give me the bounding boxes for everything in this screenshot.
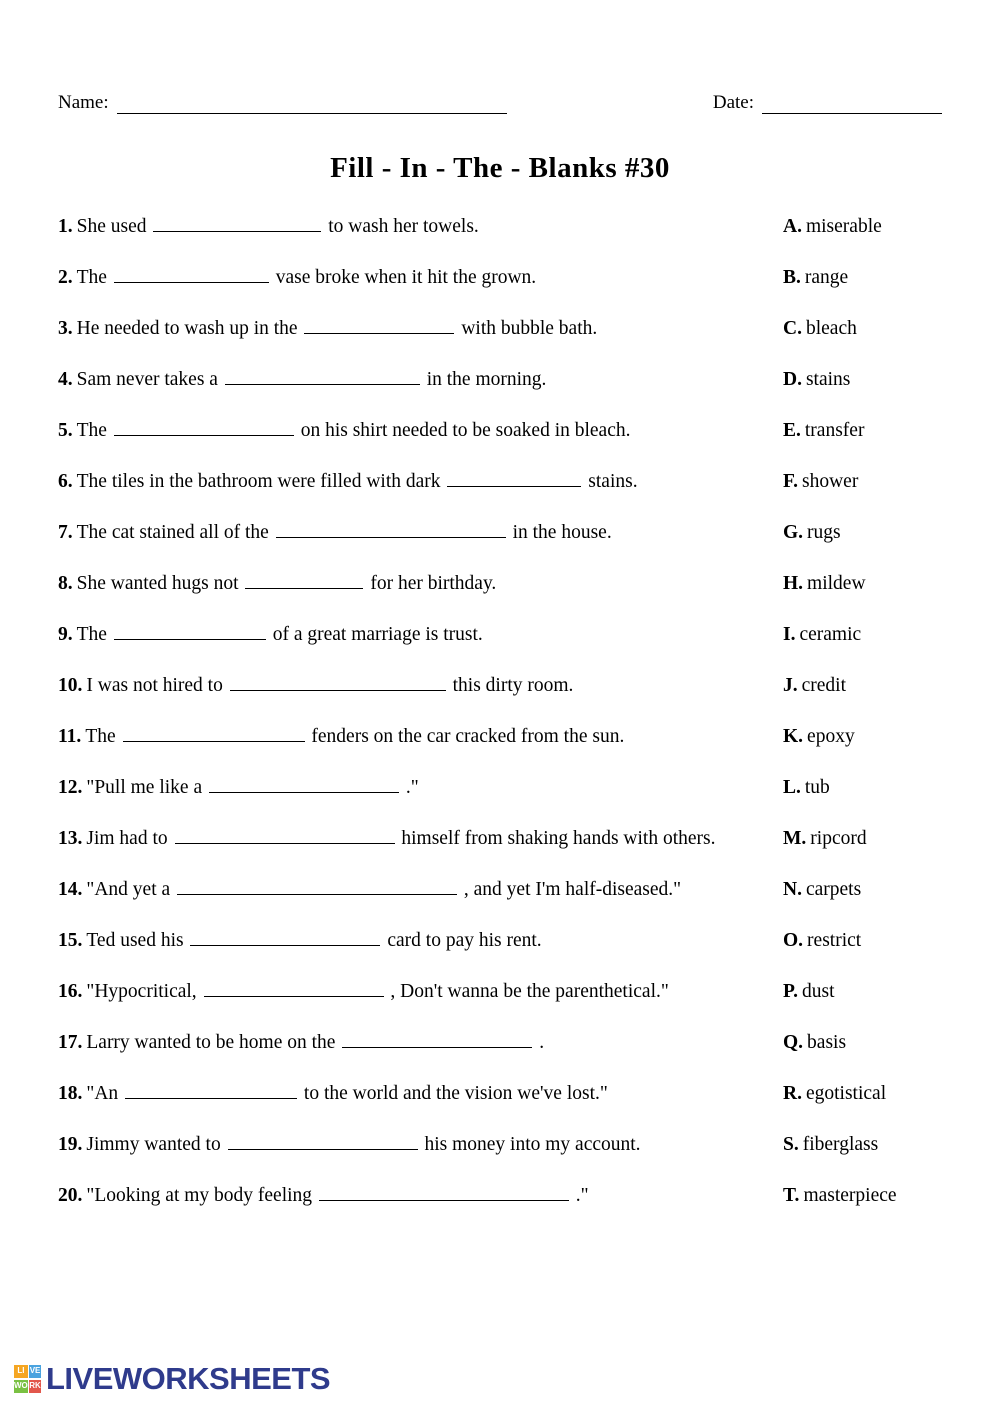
question-suffix: stains. bbox=[588, 471, 638, 492]
worksheet-body bbox=[58, 214, 942, 1234]
answer-word: ceramic bbox=[799, 624, 862, 645]
answer-letter: H. bbox=[783, 573, 804, 594]
logo-tile-4: RK bbox=[29, 1380, 41, 1393]
answer-choice[interactable] bbox=[783, 368, 942, 392]
question-row bbox=[58, 418, 942, 469]
answer-choice[interactable] bbox=[783, 470, 942, 494]
answer-word: restrict bbox=[807, 930, 862, 951]
question-row bbox=[58, 520, 942, 571]
question-prefix: Ted used his bbox=[86, 930, 184, 951]
answer-blank[interactable] bbox=[177, 877, 457, 895]
answer-blank[interactable] bbox=[125, 1081, 297, 1099]
question-number: 17. bbox=[58, 1032, 83, 1053]
question-row bbox=[58, 622, 942, 673]
question-text bbox=[58, 418, 783, 443]
question-text bbox=[58, 1183, 783, 1208]
answer-word: ripcord bbox=[810, 828, 867, 849]
answer-choice[interactable] bbox=[783, 317, 942, 341]
question-number: 10. bbox=[58, 675, 83, 696]
answer-word: rugs bbox=[807, 522, 841, 543]
answer-letter: O. bbox=[783, 930, 804, 951]
liveworksheets-logo bbox=[14, 1361, 330, 1397]
page-title: Fill - In - The - Blanks #30 bbox=[330, 152, 670, 184]
logo-tile-1: LI bbox=[14, 1365, 28, 1378]
question-prefix: Jim had to bbox=[86, 828, 168, 849]
answer-letter: T. bbox=[783, 1185, 800, 1206]
answer-word: mildew bbox=[807, 573, 866, 594]
question-number: 15. bbox=[58, 930, 83, 951]
answer-choice[interactable] bbox=[783, 215, 942, 239]
answer-word: range bbox=[804, 267, 849, 288]
answer-blank[interactable] bbox=[276, 520, 506, 538]
question-number: 12. bbox=[58, 777, 83, 798]
logo-tile-3: WO bbox=[14, 1380, 28, 1393]
question-prefix: The bbox=[76, 420, 107, 441]
answer-choice[interactable] bbox=[783, 980, 942, 1004]
question-suffix: this dirty room. bbox=[452, 675, 574, 696]
question-text bbox=[58, 1081, 783, 1106]
question-number: 2. bbox=[58, 267, 73, 288]
question-prefix: "And yet a bbox=[86, 879, 171, 900]
answer-letter: E. bbox=[783, 420, 801, 441]
logo-text: LIVEWORKSHEETS bbox=[46, 1361, 331, 1396]
question-row bbox=[58, 469, 942, 520]
answer-word: tub bbox=[804, 777, 830, 798]
question-text bbox=[58, 469, 783, 494]
answer-letter: L. bbox=[783, 777, 801, 798]
question-number: 13. bbox=[58, 828, 83, 849]
logo-mark-icon bbox=[14, 1365, 40, 1393]
question-number: 6. bbox=[58, 471, 73, 492]
question-row bbox=[58, 826, 942, 877]
question-number: 20. bbox=[58, 1185, 83, 1206]
question-suffix: , Don't wanna be the parenthetical." bbox=[390, 981, 669, 1002]
answer-letter: M. bbox=[783, 828, 807, 849]
question-prefix: The cat stained all of the bbox=[76, 522, 269, 543]
answer-letter: F. bbox=[783, 471, 798, 492]
question-row bbox=[58, 316, 942, 367]
answer-letter: K. bbox=[783, 726, 804, 747]
answer-word: egotistical bbox=[805, 1083, 887, 1104]
question-number: 14. bbox=[58, 879, 83, 900]
question-row bbox=[58, 1081, 942, 1132]
question-row bbox=[58, 775, 942, 826]
question-number: 5. bbox=[58, 420, 73, 441]
answer-choice[interactable] bbox=[783, 1184, 942, 1208]
answer-letter: A. bbox=[783, 216, 802, 237]
question-text bbox=[58, 571, 783, 596]
question-number: 19. bbox=[58, 1134, 83, 1155]
question-suffix: himself from shaking hands with others. bbox=[401, 828, 716, 849]
answer-letter: G. bbox=[783, 522, 804, 543]
answer-choice[interactable] bbox=[783, 419, 942, 443]
question-suffix: ." bbox=[575, 1185, 589, 1206]
answer-choice[interactable] bbox=[783, 572, 942, 596]
question-suffix: . bbox=[539, 1032, 545, 1053]
question-text bbox=[58, 265, 783, 290]
answer-word: transfer bbox=[804, 420, 865, 441]
question-text bbox=[58, 775, 783, 800]
question-row bbox=[58, 979, 942, 1030]
question-prefix: She used bbox=[76, 216, 147, 237]
question-text bbox=[58, 520, 783, 545]
date-input-line[interactable] bbox=[762, 95, 942, 114]
answer-blank[interactable] bbox=[245, 571, 363, 589]
answer-blank[interactable] bbox=[230, 673, 446, 691]
answer-choice[interactable] bbox=[783, 521, 942, 545]
answer-word: shower bbox=[802, 471, 859, 492]
question-number: 3. bbox=[58, 318, 73, 339]
question-prefix: Larry wanted to be home on the bbox=[86, 1032, 336, 1053]
answer-blank[interactable] bbox=[123, 724, 305, 742]
answer-choice[interactable] bbox=[783, 623, 942, 647]
question-prefix: The bbox=[85, 726, 116, 747]
answer-choice[interactable] bbox=[783, 266, 942, 290]
question-prefix: I was not hired to bbox=[86, 675, 223, 696]
question-number: 9. bbox=[58, 624, 73, 645]
question-row bbox=[58, 1183, 942, 1234]
question-prefix: She wanted hugs not bbox=[76, 573, 239, 594]
question-row bbox=[58, 673, 942, 724]
name-field[interactable] bbox=[58, 92, 507, 114]
question-text bbox=[58, 622, 783, 647]
answer-letter: N. bbox=[783, 879, 802, 900]
answer-blank[interactable] bbox=[228, 1132, 418, 1150]
question-row bbox=[58, 1030, 942, 1081]
answer-blank[interactable] bbox=[114, 622, 266, 640]
answer-word: carpets bbox=[805, 879, 862, 900]
question-prefix: "Pull me like a bbox=[86, 777, 203, 798]
answer-letter: I. bbox=[783, 624, 796, 645]
answer-word: bleach bbox=[805, 318, 857, 339]
answer-blank[interactable] bbox=[319, 1183, 569, 1201]
answer-letter: Q. bbox=[783, 1032, 804, 1053]
answer-word: basis bbox=[807, 1032, 847, 1053]
question-number: 18. bbox=[58, 1083, 83, 1104]
question-row bbox=[58, 571, 942, 622]
question-suffix: card to pay his rent. bbox=[387, 930, 542, 951]
answer-blank[interactable] bbox=[153, 214, 321, 232]
question-prefix: The bbox=[76, 624, 107, 645]
question-prefix: "Hypocritical, bbox=[86, 981, 197, 1002]
question-suffix: in the house. bbox=[512, 522, 612, 543]
question-text bbox=[58, 928, 783, 953]
answer-choice[interactable] bbox=[783, 1031, 942, 1055]
name-label: Name: bbox=[58, 92, 109, 113]
question-number: 1. bbox=[58, 216, 73, 237]
answer-word: fiberglass bbox=[802, 1134, 879, 1155]
question-prefix: The tiles in the bathroom were filled with dark bbox=[76, 471, 441, 492]
question-text bbox=[58, 724, 783, 749]
header-fields bbox=[58, 92, 942, 114]
answer-choice[interactable] bbox=[783, 776, 942, 800]
question-row bbox=[58, 928, 942, 979]
question-suffix: to the world and the vision we've lost." bbox=[303, 1083, 608, 1104]
question-suffix: in the morning. bbox=[426, 369, 547, 390]
answer-word: epoxy bbox=[807, 726, 855, 747]
question-text bbox=[58, 316, 783, 341]
answer-letter: C. bbox=[783, 318, 802, 339]
question-row bbox=[58, 724, 942, 775]
question-text bbox=[58, 826, 783, 851]
date-field[interactable] bbox=[713, 92, 942, 114]
question-row bbox=[58, 367, 942, 418]
question-suffix: ." bbox=[405, 777, 419, 798]
name-input-line[interactable] bbox=[117, 95, 507, 114]
answer-blank[interactable] bbox=[225, 367, 420, 385]
question-text bbox=[58, 367, 783, 392]
question-number: 16. bbox=[58, 981, 83, 1002]
answer-blank[interactable] bbox=[204, 979, 384, 997]
question-prefix: "An bbox=[86, 1083, 119, 1104]
question-suffix: of a great marriage is trust. bbox=[272, 624, 483, 645]
question-suffix: , and yet I'm half-diseased." bbox=[463, 879, 682, 900]
answer-letter: B. bbox=[783, 267, 801, 288]
answer-word: miserable bbox=[805, 216, 882, 237]
answer-choice[interactable] bbox=[783, 674, 942, 698]
question-text bbox=[58, 1030, 783, 1055]
answer-letter: R. bbox=[783, 1083, 802, 1104]
answer-choice[interactable] bbox=[783, 929, 942, 953]
question-prefix: Jimmy wanted to bbox=[86, 1134, 221, 1155]
answer-choice[interactable] bbox=[783, 725, 942, 749]
question-prefix: "Looking at my body feeling bbox=[86, 1185, 313, 1206]
question-suffix: vase broke when it hit the grown. bbox=[275, 267, 537, 288]
answer-blank[interactable] bbox=[175, 826, 395, 844]
question-row bbox=[58, 877, 942, 928]
question-number: 8. bbox=[58, 573, 73, 594]
question-suffix: for her birthday. bbox=[370, 573, 497, 594]
answer-blank[interactable] bbox=[190, 928, 380, 946]
question-prefix: Sam never takes a bbox=[76, 369, 218, 390]
answer-letter: P. bbox=[783, 981, 798, 1002]
logo-tile-2: VE bbox=[29, 1365, 41, 1378]
answer-choice[interactable] bbox=[783, 1082, 942, 1106]
answer-blank[interactable] bbox=[209, 775, 399, 793]
question-row bbox=[58, 214, 942, 265]
question-text bbox=[58, 673, 783, 698]
answer-blank[interactable] bbox=[304, 316, 454, 334]
question-prefix: The bbox=[76, 267, 107, 288]
answer-word: dust bbox=[802, 981, 835, 1002]
question-number: 7. bbox=[58, 522, 73, 543]
question-text bbox=[58, 1132, 783, 1157]
question-suffix: his money into my account. bbox=[424, 1134, 641, 1155]
answer-blank[interactable] bbox=[114, 418, 294, 436]
question-suffix: to wash her towels. bbox=[328, 216, 479, 237]
answer-choice[interactable] bbox=[783, 827, 942, 851]
question-text bbox=[58, 214, 783, 239]
answer-word: masterpiece bbox=[803, 1185, 897, 1206]
answer-letter: D. bbox=[783, 369, 802, 390]
answer-letter: J. bbox=[783, 675, 798, 696]
question-number: 11. bbox=[58, 726, 82, 747]
answer-blank[interactable] bbox=[447, 469, 581, 487]
question-suffix: with bubble bath. bbox=[461, 318, 598, 339]
question-row bbox=[58, 1132, 942, 1183]
question-text bbox=[58, 877, 783, 902]
answer-choice[interactable] bbox=[783, 878, 942, 902]
answer-letter: S. bbox=[783, 1134, 799, 1155]
question-suffix: on his shirt needed to be soaked in bleach. bbox=[300, 420, 631, 441]
answer-blank[interactable] bbox=[114, 265, 269, 283]
answer-word: stains bbox=[805, 369, 851, 390]
date-label: Date: bbox=[712, 92, 754, 113]
answer-choice[interactable] bbox=[783, 1133, 942, 1157]
answer-word: credit bbox=[801, 675, 847, 696]
answer-blank[interactable] bbox=[342, 1030, 532, 1048]
question-row bbox=[58, 265, 942, 316]
question-prefix: He needed to wash up in the bbox=[76, 318, 298, 339]
question-number: 4. bbox=[58, 369, 73, 390]
question-suffix: fenders on the car cracked from the sun. bbox=[311, 726, 625, 747]
question-text bbox=[58, 979, 783, 1004]
